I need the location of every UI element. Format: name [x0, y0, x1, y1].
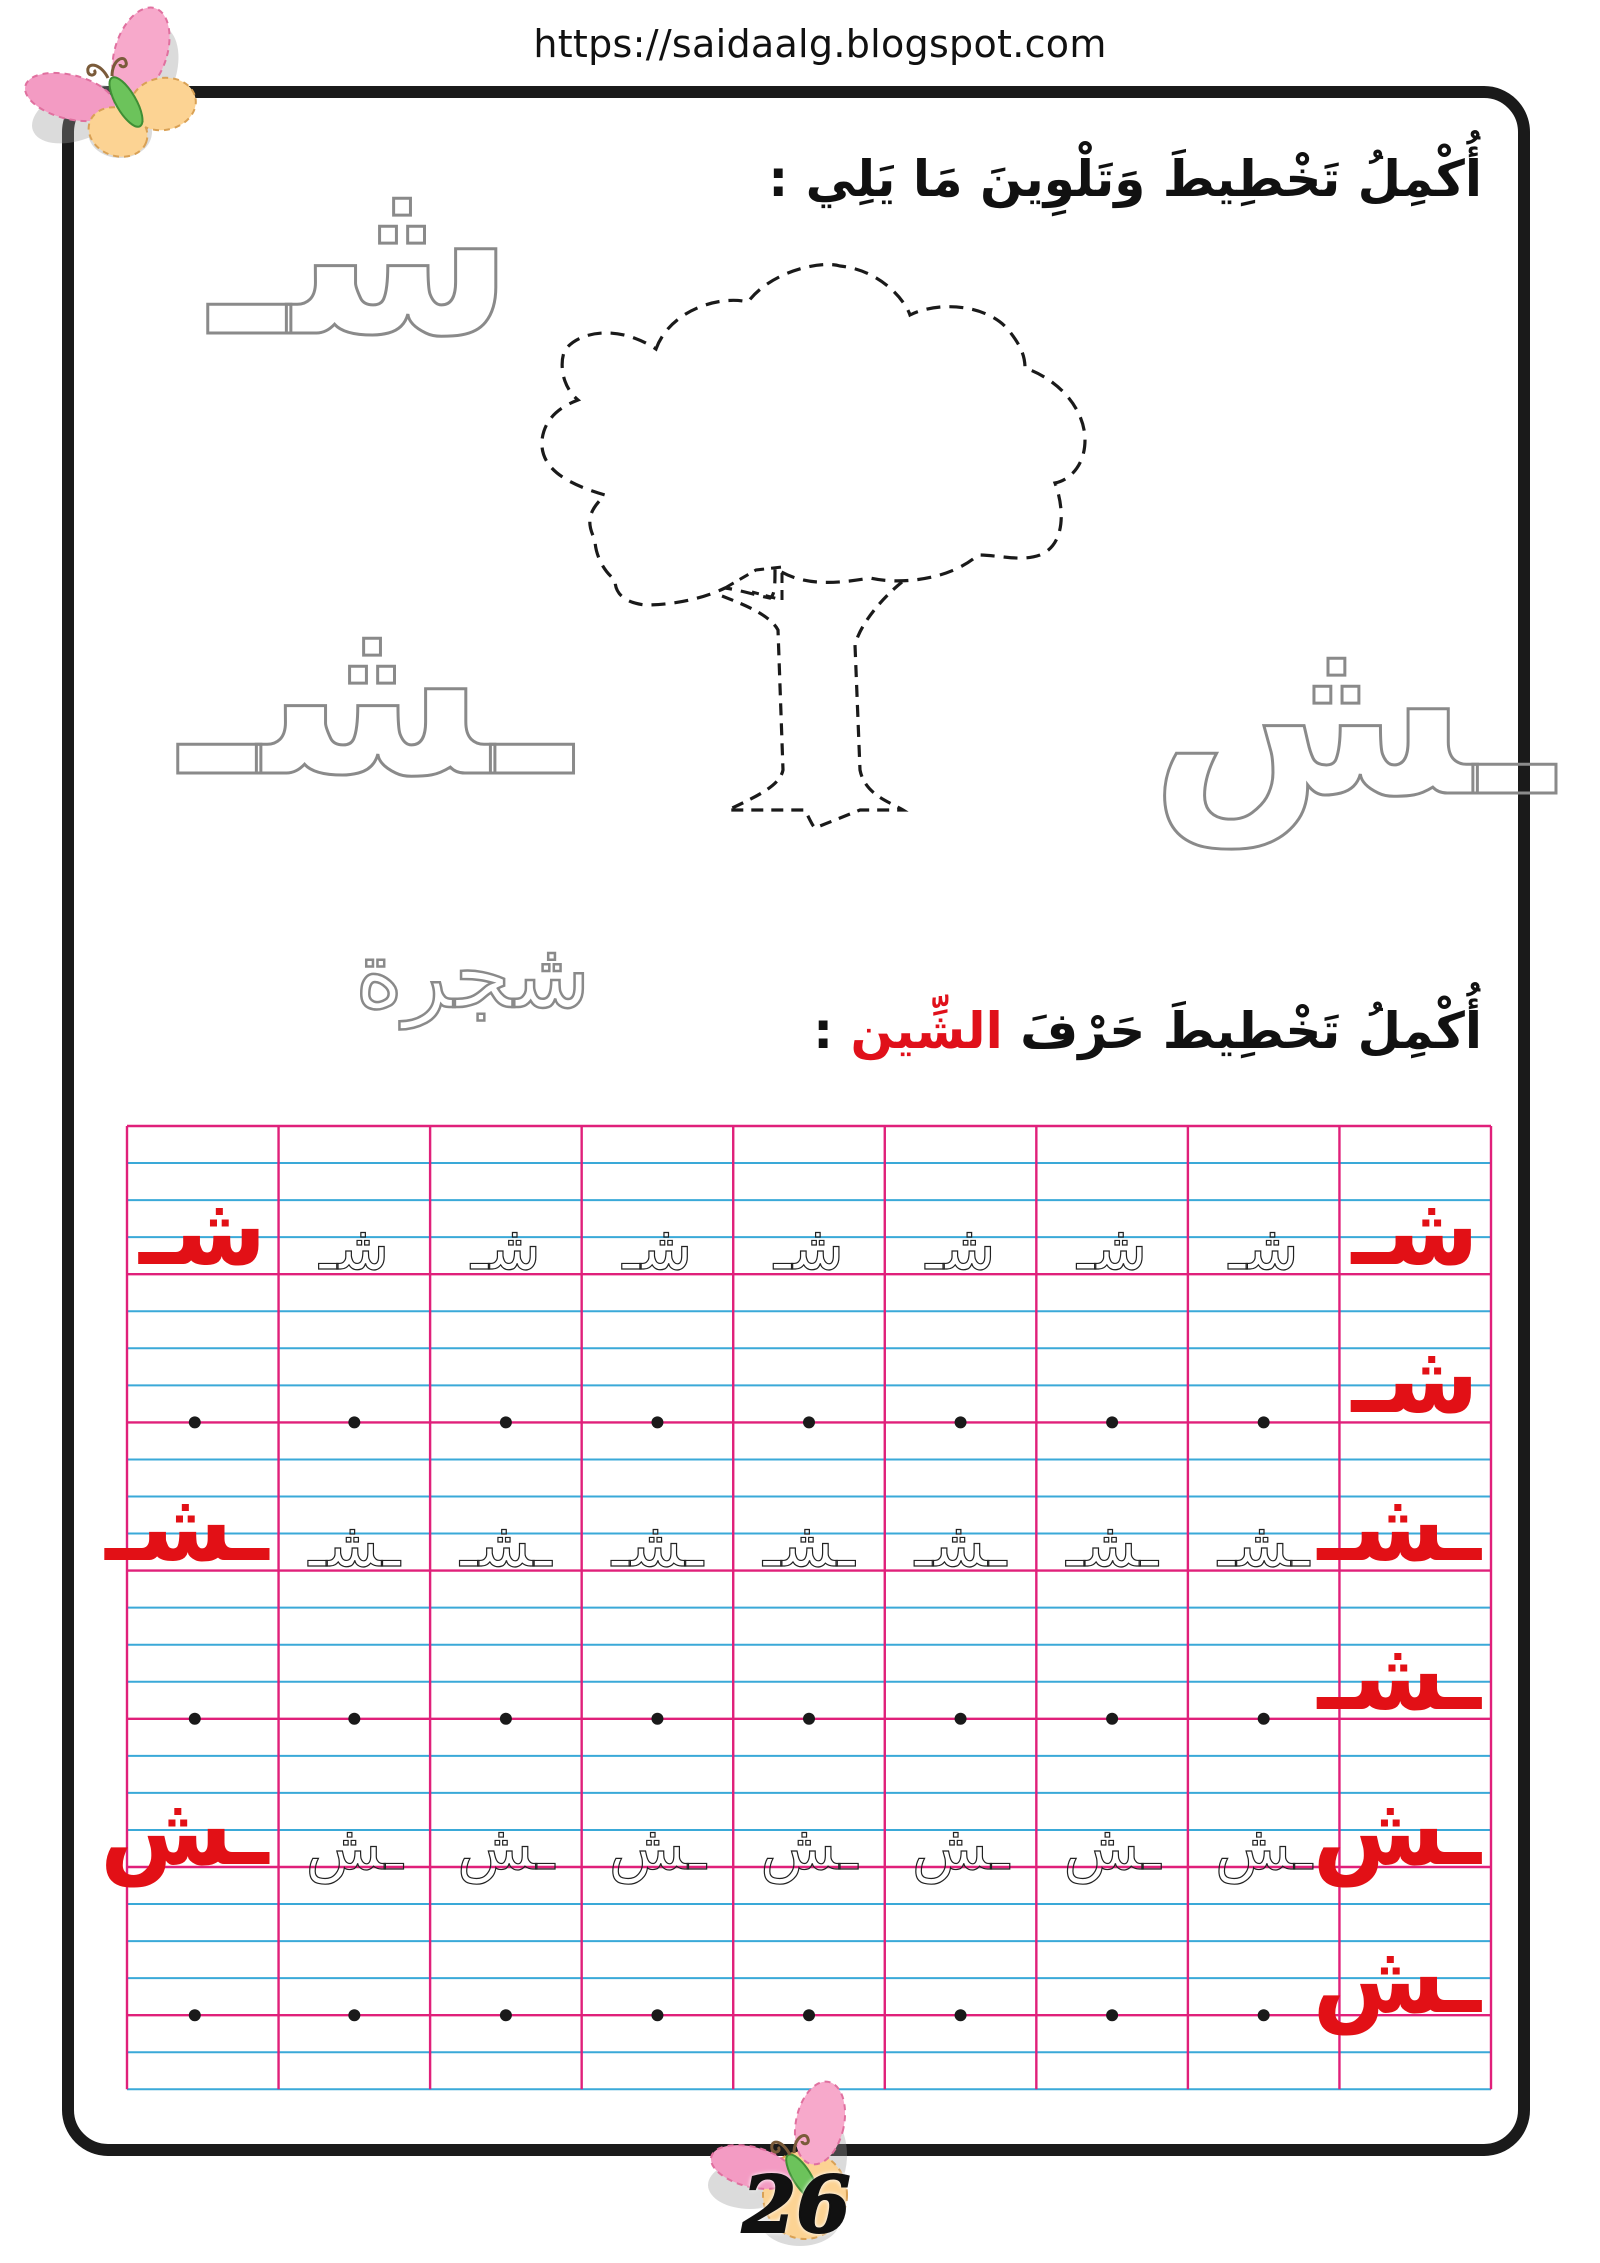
- model-letter: ـشـ: [1317, 1471, 1481, 1584]
- dotted-trace-letter: شـ: [1077, 1211, 1148, 1285]
- model-letter: شـ: [1351, 1323, 1479, 1436]
- model-letter: ـش: [1312, 1922, 1481, 2035]
- model-letter: ـش: [100, 1774, 269, 1887]
- dotted-trace-letter: ـش: [911, 1811, 1010, 1885]
- instruction-suffix: :: [813, 1002, 851, 1060]
- dotted-trace-letter: ـش: [457, 1811, 555, 1885]
- dotted-trace-letter: ـشـ: [308, 1507, 401, 1581]
- dotted-trace-letter: ـشـ: [1066, 1507, 1158, 1581]
- dotted-trace-letter: ـش: [305, 1811, 403, 1885]
- dotted-trace-letter: ـشـ: [611, 1507, 704, 1581]
- tracing-letter-final: ـش: [1150, 581, 1554, 848]
- dotted-trace-letter: ـش: [760, 1811, 858, 1885]
- dotted-trace-letter: ـشـ: [1217, 1507, 1310, 1581]
- dotted-trace-letter: ـش: [608, 1811, 707, 1885]
- dotted-trace-letter: ـش: [1215, 1811, 1313, 1885]
- tracing-letter-medial: ـشـ: [180, 561, 572, 828]
- dotted-trace-letter: شـ: [773, 1211, 845, 1285]
- tracing-word-tree: شجرة: [355, 922, 591, 1029]
- model-letter: ـشـ: [105, 1471, 269, 1584]
- dotted-trace-letter: شـ: [622, 1211, 693, 1285]
- instruction-prefix: أُكْمِلُ تَخْطِيطَ حَرْفَ: [1002, 1002, 1482, 1060]
- letter-name-shin: الشِّين: [850, 1002, 1003, 1060]
- page-number: 26: [742, 2160, 851, 2251]
- model-letter: شـ: [1351, 1175, 1479, 1287]
- dotted-trace-letter: ـشـ: [460, 1507, 552, 1581]
- model-letter: شـ: [139, 1175, 267, 1287]
- dotted-trace-letter: شـ: [470, 1211, 541, 1285]
- blog-url: https://saidaalg.blogspot.com: [533, 22, 1107, 66]
- model-letter: ـشـ: [1317, 1619, 1481, 1732]
- instruction-trace-and-color: أُكْمِلُ تَخْطِيطَ وَتَلْوِينَ مَا يَلِي :: [768, 150, 1482, 208]
- dotted-trace-letter: ـشـ: [914, 1507, 1007, 1581]
- dotted-trace-letter: شـ: [925, 1211, 996, 1285]
- model-letter: ـش: [1312, 1774, 1481, 1887]
- tracing-letter-initial: شـ: [210, 121, 515, 388]
- dotted-trace-letter: ـش: [1063, 1811, 1161, 1885]
- dotted-trace-letter: شـ: [1228, 1211, 1299, 1285]
- dotted-trace-letter: ـشـ: [763, 1507, 855, 1581]
- dotted-trace-letter: شـ: [319, 1211, 390, 1285]
